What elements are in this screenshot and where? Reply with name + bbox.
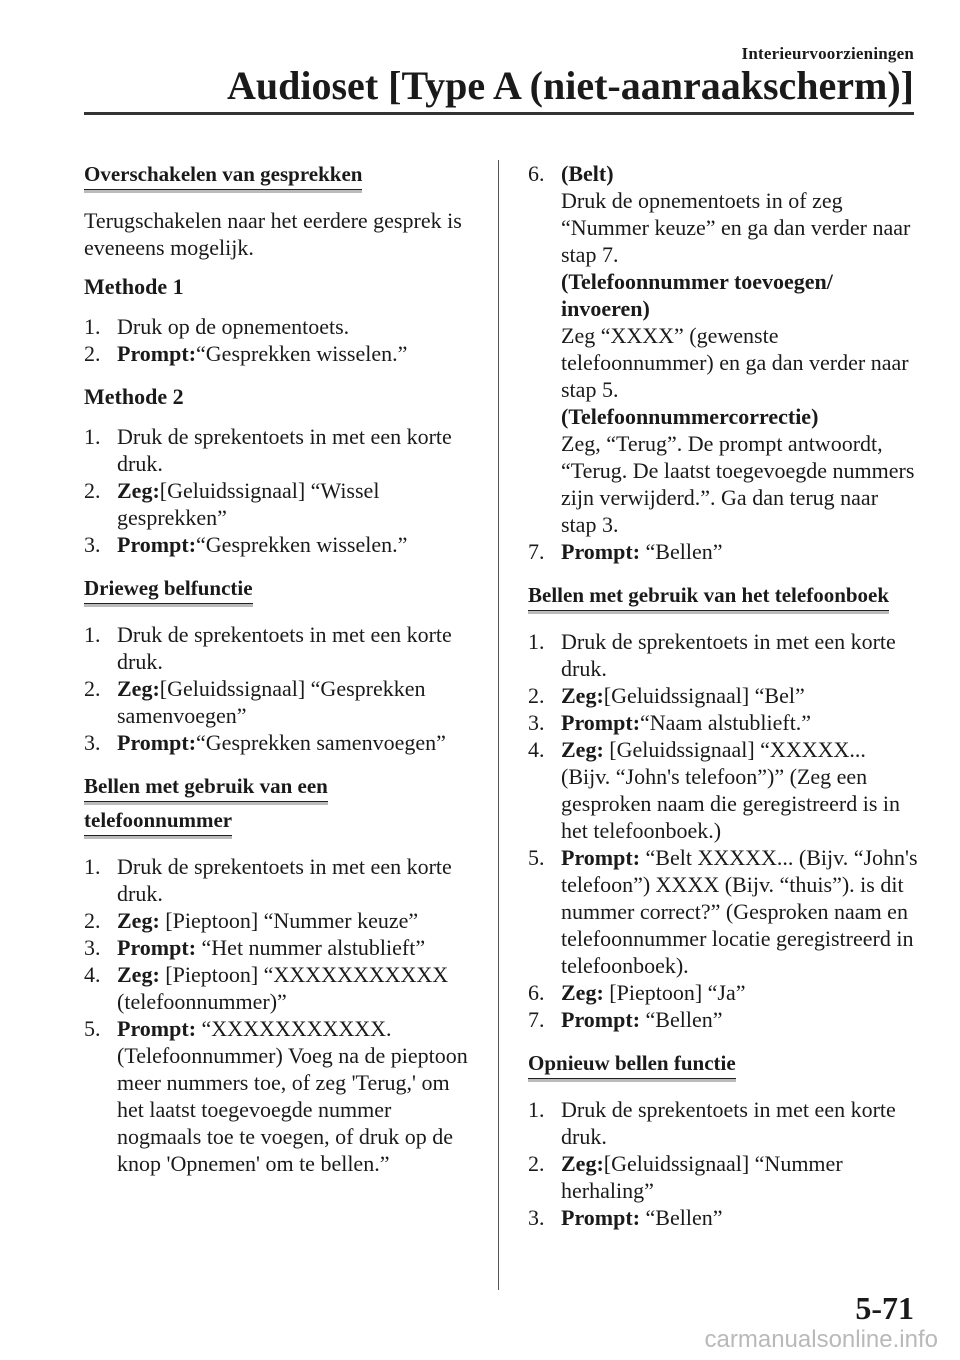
step-item	[528, 1150, 918, 1204]
heading-switch-calls: Overschakelen van gesprekken	[84, 162, 362, 190]
step-text: “Belt XXXXX... (Bijv. “John's telefoon”) XXXX (Bijv. “thuis”). is dit nummer correct?” (Gesproken naam en telefoonnummer locatie geregistreerd in telefoonboek).	[561, 845, 918, 978]
step-number: 2.	[84, 908, 101, 933]
step-text: “Gesprekken wisselen.”	[196, 341, 408, 366]
heading-redial: Opnieuw bellen functie	[528, 1051, 736, 1079]
heading-call-by-number	[84, 772, 476, 836]
step-number: 5.	[84, 1016, 101, 1041]
step-number: 5.	[528, 845, 545, 870]
step-item	[84, 340, 476, 367]
step-number: 1.	[528, 629, 545, 654]
step-number: 4.	[528, 737, 545, 762]
step-item	[528, 844, 918, 979]
step-text: “Gesprekken samenvoegen”	[196, 730, 446, 755]
step-item	[84, 531, 476, 558]
column-divider	[498, 160, 499, 1290]
step-text: “XXXXXXXXXXX. (Telefoonnummer) Voeg na de pieptoon meer nummers toe, of zeg 'Terug,' om het laatst toegevoegde nummer nogmaals toe te voegen, of druk op de knop 'Opnemen' om te bellen.”	[117, 1016, 468, 1176]
step-number: 3.	[84, 532, 101, 557]
sub-label-dial: (Belt)	[561, 161, 614, 186]
step-text: “Naam alstublieft.”	[640, 710, 812, 735]
step-label: Prompt:	[561, 539, 641, 564]
step-text: Druk de sprekentoets in met een korte druk.	[561, 629, 896, 681]
heading-call-phonebook: Bellen met gebruik van het telefoonboek	[528, 583, 889, 611]
step-item	[84, 961, 476, 1015]
step-text: Druk de sprekentoets in met een korte druk.	[117, 622, 452, 674]
step-text: “Bellen”	[640, 1007, 723, 1032]
step-text: [Pieptoon] “Ja”	[603, 980, 746, 1005]
phonebook-steps	[528, 628, 918, 1033]
step-item	[84, 621, 476, 675]
step-text: “Gesprekken wisselen.”	[196, 532, 408, 557]
sub-text-correction: Zeg, “Terug”. De prompt antwoordt, “Terug. De laatst toegevoegde nummers zijn verwijderd.”. Ga dan terug naar stap 3.	[561, 431, 915, 537]
step-item	[84, 1015, 476, 1177]
step-number: 1.	[84, 622, 101, 647]
step-number: 7.	[528, 1007, 545, 1032]
step-text: “Het nummer alstublieft”	[196, 935, 426, 960]
step-label: Prompt:	[561, 1007, 641, 1032]
step-text: [Geluidssignaal] “Gesprekken samenvoegen”	[117, 676, 426, 728]
step-text: [Pieptoon] “Nummer keuze”	[159, 908, 419, 933]
right-column	[528, 160, 918, 1247]
header-divider	[84, 112, 914, 115]
step-item	[528, 979, 918, 1006]
page-title: Audioset [Type A (niet-aanraakscherm)]	[227, 63, 914, 108]
page-number: 5-71	[855, 1290, 914, 1326]
step-text: [Geluidssignaal] “XXXXX... (Bijv. “John's telefoon”)” (Zeg een gesproken naam die geregistreerd is in het telefoonboek.)	[561, 737, 901, 843]
step-label: Zeg:	[117, 478, 160, 503]
step-text: [Geluidssignaal] “Nummer herhaling”	[561, 1151, 843, 1203]
step-label: Zeg:	[561, 1151, 604, 1176]
step-label: Zeg:	[117, 962, 160, 987]
step-number: 2.	[84, 478, 101, 503]
step-number: 3.	[528, 1205, 545, 1230]
step-item	[528, 1006, 918, 1033]
step-label: Prompt:	[117, 730, 197, 755]
step-item	[528, 160, 918, 538]
step-number: 2.	[84, 341, 101, 366]
step-number: 2.	[84, 676, 101, 701]
heading-three-way-calling: Drieweg belfunctie	[84, 576, 253, 604]
step-item	[528, 1204, 918, 1231]
step-text: “Bellen”	[640, 1205, 723, 1230]
step-text: [Geluidssignaal] “Wissel gesprekken”	[117, 478, 380, 530]
step-label: Prompt:	[117, 532, 197, 557]
step-text: Druk de sprekentoets in met een korte druk.	[117, 854, 452, 906]
step-label: Prompt:	[117, 935, 197, 960]
step-item	[84, 729, 476, 756]
step-label: Prompt:	[561, 1205, 641, 1230]
step-item	[528, 709, 918, 736]
step-item	[84, 934, 476, 961]
step-number: 1.	[84, 854, 101, 879]
step-text: [Geluidssignaal] “Bel”	[603, 683, 805, 708]
method-1-steps	[84, 313, 476, 367]
sub-label-add: (Telefoonnummer toevoegen/ invoeren)	[561, 269, 833, 321]
step-number: 6.	[528, 161, 545, 186]
step-label: Zeg:	[561, 737, 604, 762]
step-item	[84, 907, 476, 934]
step-item	[528, 736, 918, 844]
step-number: 3.	[528, 710, 545, 735]
step-number: 4.	[84, 962, 101, 987]
step-item	[528, 628, 918, 682]
section-label: Interieurvoorzieningen	[741, 44, 914, 63]
step-label: Zeg:	[117, 676, 160, 701]
left-column	[84, 160, 476, 1193]
sub-text-add: Zeg “XXXX” (gewenste telefoonnummer) en ga dan verder naar stap 5.	[561, 323, 909, 402]
step-text: Druk de sprekentoets in met een korte druk.	[117, 424, 452, 476]
step-number: 2.	[528, 683, 545, 708]
step-label: Prompt:	[561, 710, 641, 735]
three-way-steps	[84, 621, 476, 756]
step-item	[84, 853, 476, 907]
step-text: Druk de sprekentoets in met een korte druk.	[561, 1097, 896, 1149]
step-item	[84, 477, 476, 531]
method-1-title: Methode 1	[84, 274, 184, 299]
sub-text-dial: Druk de opnementoets in of zeg “Nummer keuze” en ga dan verder naar stap 7.	[561, 188, 911, 267]
step-number: 7.	[528, 539, 545, 564]
step-label: Zeg:	[117, 908, 160, 933]
step-number: 3.	[84, 935, 101, 960]
step-item	[84, 313, 476, 340]
step-text: “Bellen”	[640, 539, 723, 564]
call-by-number-steps	[84, 853, 476, 1177]
method-2-title: Methode 2	[84, 384, 184, 409]
step-item	[528, 1096, 918, 1150]
step-text: Druk op de opnementoets.	[117, 314, 350, 339]
step-item	[84, 675, 476, 729]
step-label: Zeg:	[561, 980, 604, 1005]
step-item	[528, 682, 918, 709]
step-number: 3.	[84, 730, 101, 755]
step-label: Prompt:	[561, 845, 641, 870]
heading-line: telefoonnummer	[84, 808, 232, 836]
step-label: Prompt:	[117, 1016, 197, 1041]
step-number: 2.	[528, 1151, 545, 1176]
heading-line: Bellen met gebruik van een	[84, 774, 328, 802]
step-label: Zeg:	[561, 683, 604, 708]
call-by-number-steps-continued	[528, 160, 918, 565]
step-item	[528, 538, 918, 565]
method-2-steps	[84, 423, 476, 558]
step-number: 1.	[84, 314, 101, 339]
watermark: carmanualsonline.info	[704, 1326, 938, 1353]
intro-paragraph: Terugschakelen naar het eerdere gesprek is eveneens mogelijk.	[84, 208, 462, 260]
step-item	[84, 423, 476, 477]
step-number: 1.	[84, 424, 101, 449]
step-text: [Pieptoon] “XXXXXXXXXXX (telefoonnummer)”	[117, 962, 449, 1014]
step-number: 6.	[528, 980, 545, 1005]
sub-label-correction: (Telefoonnummercorrectie)	[561, 404, 819, 429]
step-number: 1.	[528, 1097, 545, 1122]
step-label: Prompt:	[117, 341, 197, 366]
redial-steps	[528, 1096, 918, 1231]
